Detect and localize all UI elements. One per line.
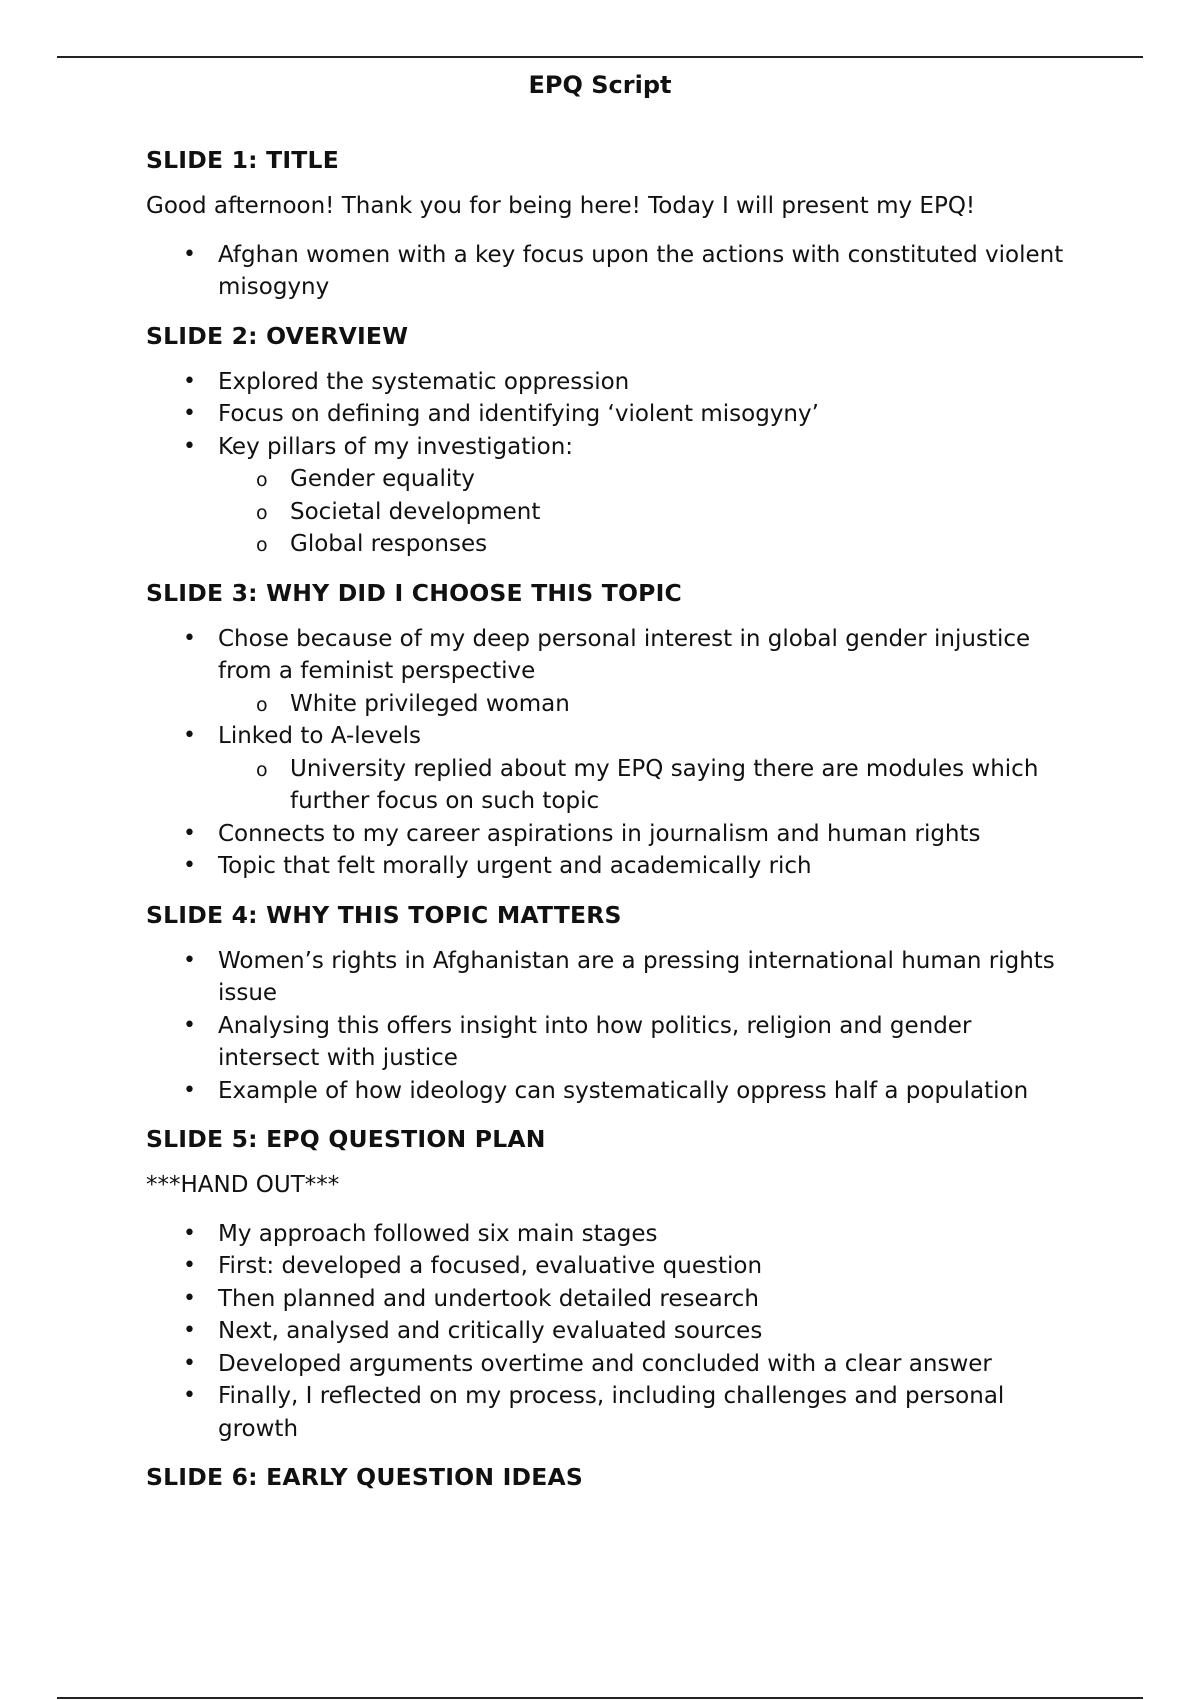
slide-heading: SLIDE 1: TITLE <box>146 146 339 174</box>
bullet-icon: • <box>183 1350 196 1376</box>
bullet-item <box>146 1283 1066 1316</box>
bullet-text: Women’s rights in Afghanistan are a pressing international human rights issue <box>218 947 1055 1006</box>
bullet-text: Finally, I reflected on my process, including challenges and personal growth <box>218 1383 1005 1442</box>
slide-heading: SLIDE 6: EARLY QUESTION IDEAS <box>146 1463 584 1491</box>
sub-bullet-text: Global responses <box>290 531 488 557</box>
bullet-text: Explored the systematic oppression <box>218 368 630 395</box>
slide-heading: SLIDE 3: WHY DID I CHOOSE THIS TOPIC <box>146 578 682 607</box>
sub-bullet-item <box>218 463 1066 496</box>
bullet-item <box>146 1348 1066 1381</box>
bullet-item <box>146 1380 1066 1445</box>
slide-intro-text: Good afternoon! Thank you for being here! Today I will present my EPQ! <box>146 193 976 219</box>
sub-bullet-item <box>218 753 1066 818</box>
bullet-text: First: developed a focused, evaluative question <box>218 1253 763 1279</box>
bullet-text: Developed arguments overtime and concluded with a clear answer <box>218 1350 992 1377</box>
script-content <box>146 144 1066 1507</box>
sub-bullet-text: White privileged woman <box>290 690 570 717</box>
bullet-text: Analysing this offers insight into how politics, religion and gender intersect with justice <box>218 1012 972 1071</box>
sub-bullet-text: Gender equality <box>290 466 475 492</box>
bullet-icon: • <box>183 1383 196 1408</box>
bullet-item <box>146 1218 1066 1251</box>
bullet-icon: • <box>183 401 196 426</box>
bullet-item <box>146 431 1066 561</box>
sub-bullet-item <box>218 688 1066 721</box>
slide-section <box>146 144 1066 304</box>
bullet-text: Linked to A-levels <box>218 723 421 749</box>
bullet-item <box>146 818 1066 851</box>
sub-bullet-list <box>218 463 1066 561</box>
bullet-item <box>146 239 1066 304</box>
slide-section <box>146 577 1066 883</box>
sub-bullet-item <box>218 528 1066 561</box>
bullet-icon: • <box>183 368 196 394</box>
sub-bullet-icon: o <box>256 534 268 556</box>
bullet-icon: • <box>183 723 196 748</box>
slide-section <box>146 899 1066 1108</box>
bullet-item <box>146 1010 1066 1075</box>
sub-bullet-icon: o <box>256 758 268 781</box>
bullet-list <box>146 1218 1066 1446</box>
slide-section <box>146 1461 1066 1493</box>
bullet-list <box>146 239 1066 304</box>
slide-section <box>146 320 1066 561</box>
bullet-text: My approach followed six main stages <box>218 1220 658 1247</box>
sub-bullet-text: Societal development <box>290 498 541 525</box>
slide-section <box>146 1123 1066 1445</box>
sub-bullet-icon: o <box>256 693 268 716</box>
document-title: EPQ Script <box>528 71 672 99</box>
bullet-list <box>146 623 1066 883</box>
bullet-text: Example of how ideology can systematically oppress half a population <box>218 1077 1029 1104</box>
bullet-item <box>146 1075 1066 1108</box>
sub-bullet-icon: o <box>256 501 268 524</box>
bullet-icon: • <box>183 1077 196 1103</box>
bullet-item <box>146 623 1066 721</box>
slide-heading: SLIDE 2: OVERVIEW <box>146 321 409 350</box>
bullet-icon: • <box>183 1285 196 1311</box>
bullet-text: Connects to my career aspirations in journalism and human rights <box>218 820 981 847</box>
bullet-text: Focus on defining and identifying ‘violent misogyny’ <box>218 401 819 427</box>
bottom-divider <box>57 1697 1143 1699</box>
bullet-item <box>146 1250 1066 1283</box>
bullet-icon: • <box>183 433 196 459</box>
sub-bullet-list <box>218 688 1066 721</box>
bullet-item <box>146 850 1066 883</box>
bullet-text: Then planned and undertook detailed research <box>218 1285 759 1312</box>
bullet-icon: • <box>183 625 196 651</box>
bullet-list <box>146 366 1066 561</box>
bullet-list <box>146 945 1066 1108</box>
bullet-icon: • <box>183 1012 196 1038</box>
bullet-text: Chose because of my deep personal interest in global gender injustice from a feminist perspective <box>218 625 1031 684</box>
bullet-icon: • <box>183 1253 196 1278</box>
bullet-icon: • <box>183 241 196 267</box>
sub-bullet-icon: o <box>256 469 268 491</box>
slide-intro-text: ***HAND OUT*** <box>146 1172 340 1198</box>
bullet-text: Afghan women with a key focus upon the actions with constituted violent misogyny <box>218 241 1064 300</box>
bullet-text: Key pillars of my investigation: <box>218 433 574 460</box>
bullet-item <box>146 1315 1066 1348</box>
top-divider <box>57 56 1143 58</box>
bullet-icon: • <box>183 853 196 878</box>
bullet-text: Next, analysed and critically evaluated sources <box>218 1318 763 1344</box>
bullet-icon: • <box>183 947 196 973</box>
bullet-text: Topic that felt morally urgent and academically rich <box>218 853 812 879</box>
sub-bullet-item <box>218 496 1066 529</box>
bullet-item <box>146 398 1066 431</box>
bullet-icon: • <box>183 820 196 846</box>
sub-bullet-list <box>218 753 1066 818</box>
slide-heading: SLIDE 4: WHY THIS TOPIC MATTERS <box>146 900 622 929</box>
bullet-item <box>146 366 1066 399</box>
bullet-icon: • <box>183 1220 196 1246</box>
bullet-item <box>146 945 1066 1010</box>
bullet-icon: • <box>183 1318 196 1343</box>
slide-heading: SLIDE 5: EPQ QUESTION PLAN <box>146 1125 546 1153</box>
bullet-item <box>146 720 1066 818</box>
sub-bullet-text: University replied about my EPQ saying there are modules which further focus on such topic <box>290 755 1039 814</box>
